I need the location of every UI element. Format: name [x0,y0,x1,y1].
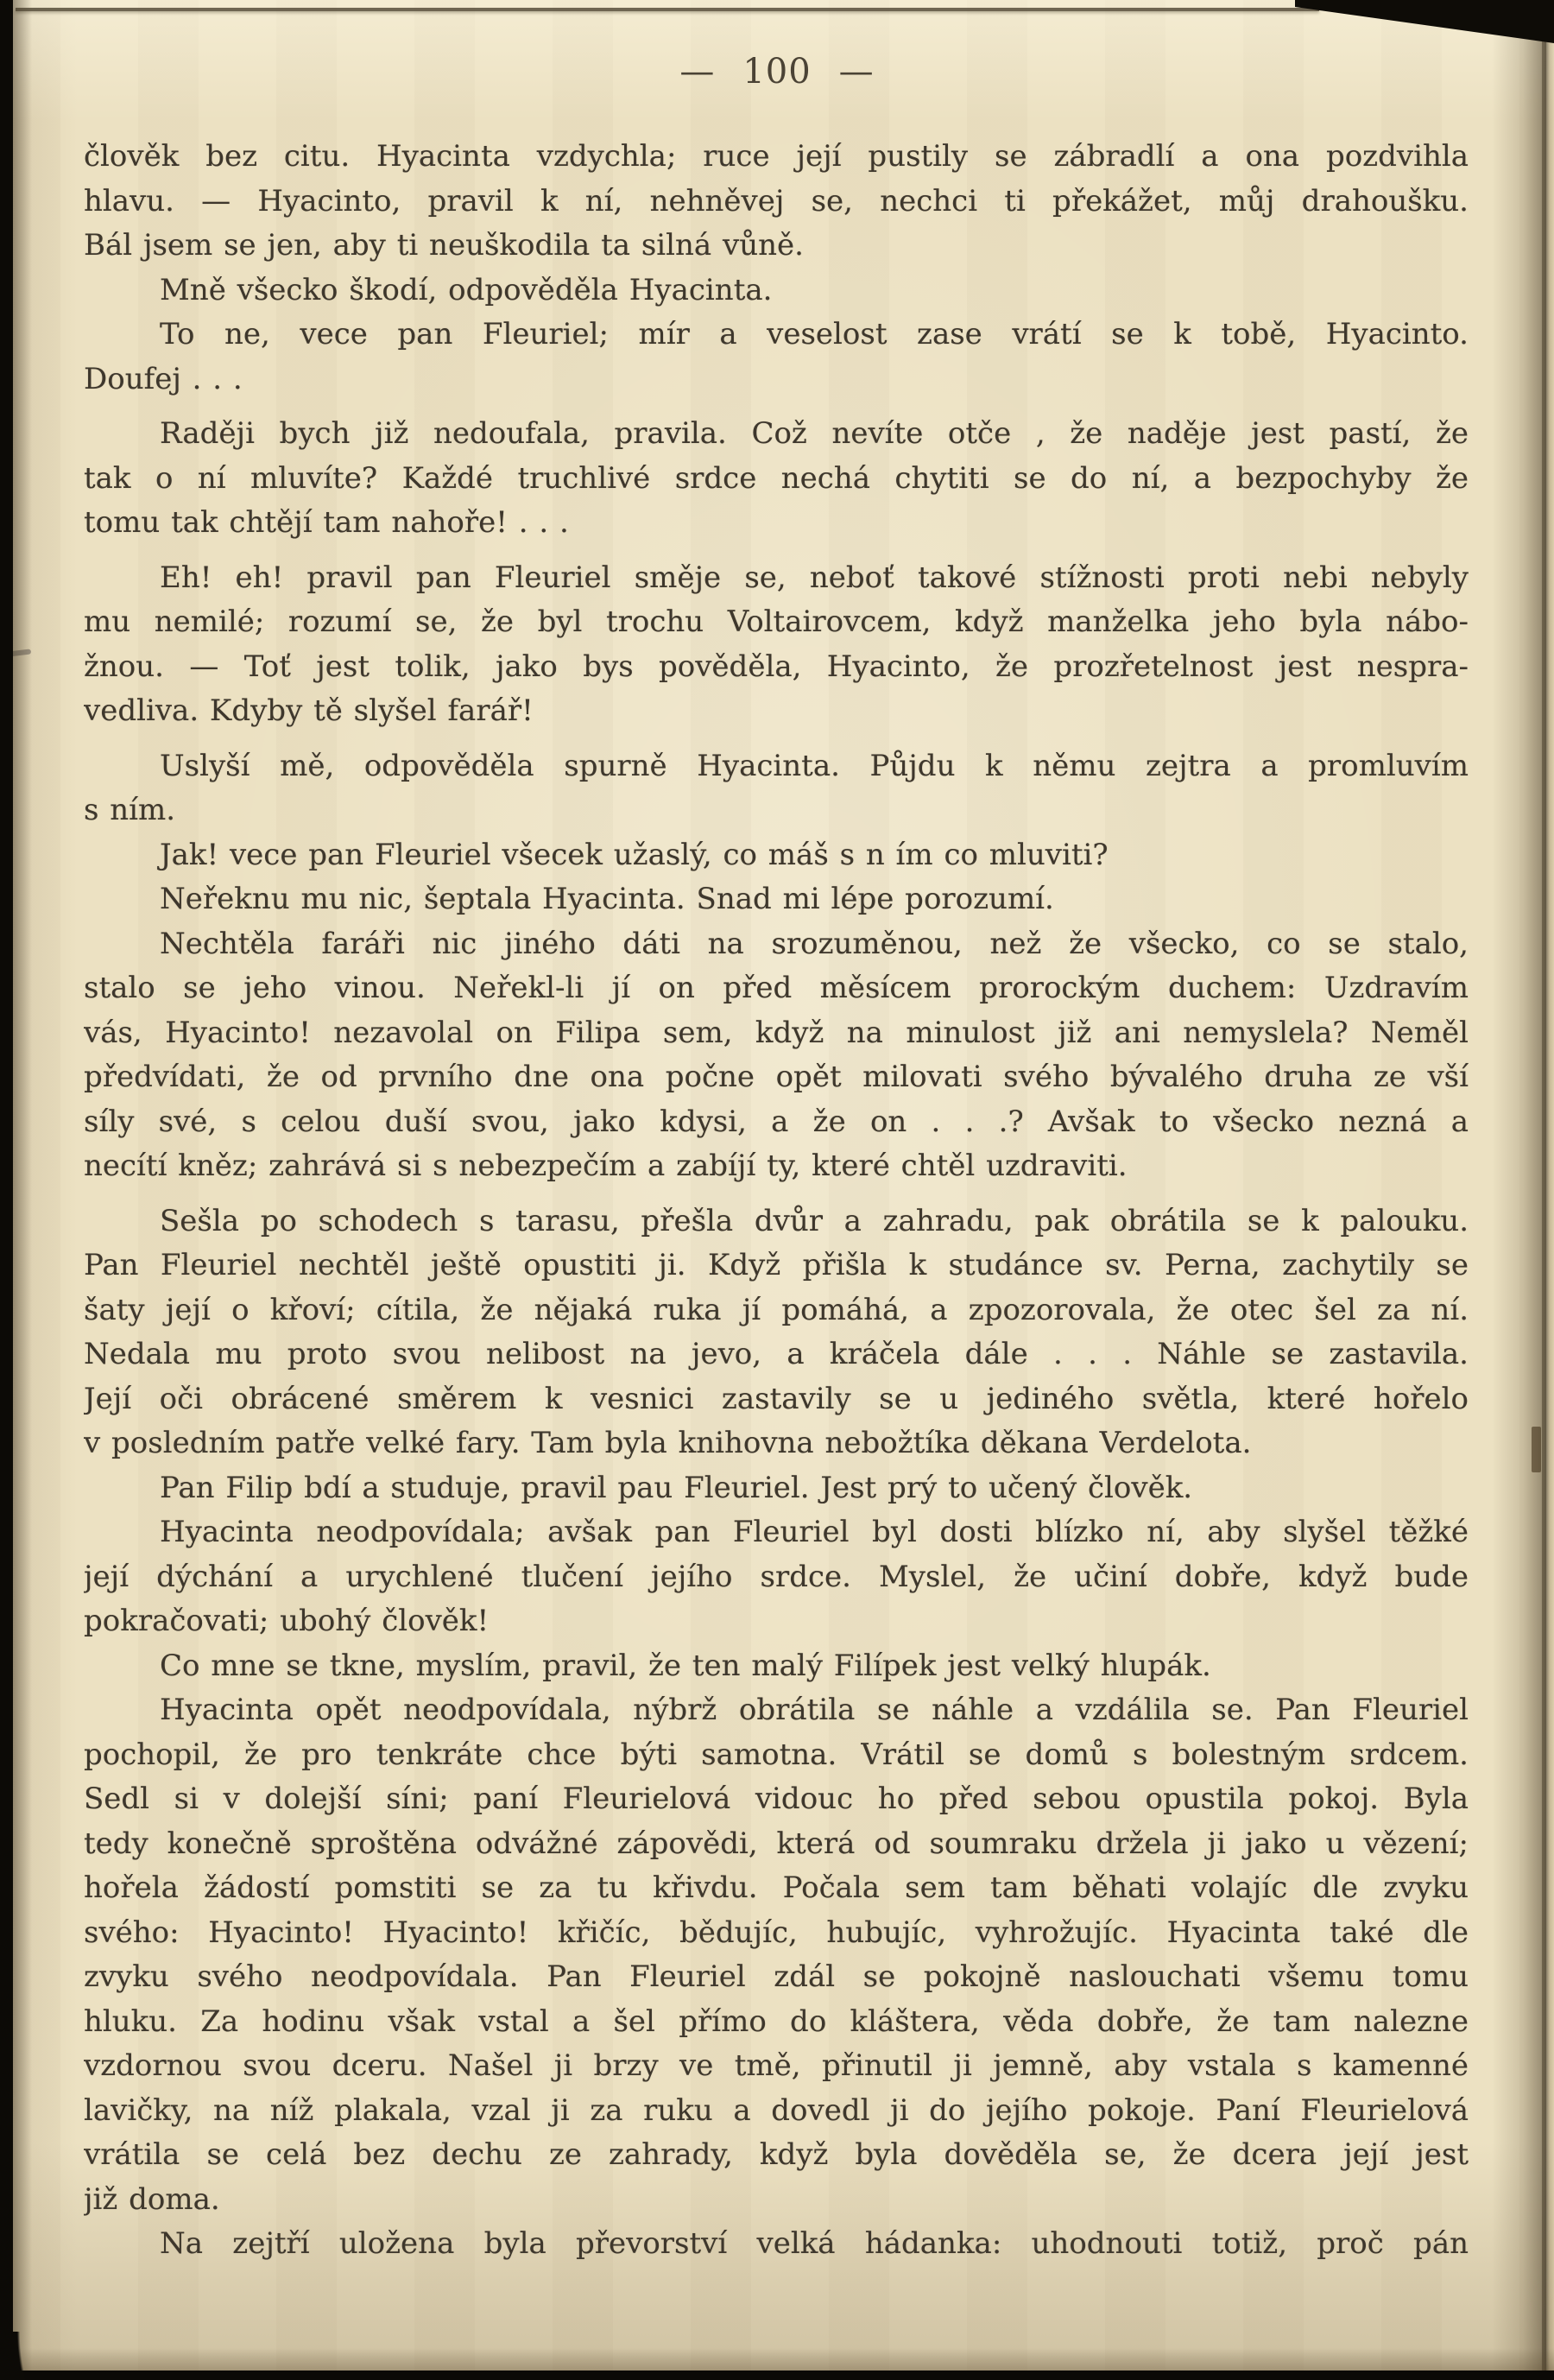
text-line: Její oči obrácené směrem k vesnici zastavily se u jediného světla, které hořelo [84,1381,1469,1416]
text-line: tak o ní mluvíte? Každé truchlivé srdce nechá chytiti se do ní, a bezpochyby že [84,460,1469,496]
text-line: vrátila se celá bez dechu ze zahrady, když byla dověděla se, že dcera její jest [84,2137,1469,2172]
text-line: její dýchání a urychlené tlučení jejího srdce. Myslel, že učiní dobře, když bude [84,1559,1469,1594]
text-line: šaty její o křoví; cítila, že nějaká ruka jí pomáhá, a zpozorovala, že otec šel za ní. [84,1292,1469,1327]
text-line: necítí kněz; zahrává si s nebezpečím a zabíjí ty, které chtěl uzdraviti. [84,1149,1128,1183]
text-line: vzdornou svou dceru. Našel ji brzy ve tmě, přinutil ji jemně, aby vstala s kamenné [84,2048,1469,2083]
text-line: hořela žádostí pomstiti se za tu křivdu. Počala sem tam běhati volajíc dle zvyku [84,1870,1469,1905]
scan-corner-top-right [1295,0,1554,43]
text-line: Hyacinta opět neodpovídala, nýbrž obrátila se náhle a vzdálila se. Pan Fleuriel [160,1693,1469,1727]
text-line: člověk bez citu. Hyacinta vzdychla; ruce její pustily se zábradlí a ona pozdvihla [84,139,1469,174]
text-line: Pan Fleuriel nechtěl ještě opustiti ji. Když přišla k studánce sv. Perna, zachytily se [84,1248,1469,1282]
page-number: 100 [742,52,812,92]
page-text [84,135,1469,2267]
text-line: Bál jsem se jen, aby ti neuškodila ta silná vůně. [84,228,804,263]
scan-edge-top [16,8,1319,11]
text-line: hluku. Za hodinu však vstal a šel přímo do kláštera, věda dobře, že tam nalezne [84,2003,1469,2039]
text-line: Hyacinta neodpovídala; avšak pan Fleuriel byl dosti blízko ní, aby slyšel těžké [160,1515,1469,1549]
text-line: svého: Hyacinto! Hyacinto! křičíc, bědujíc, hubujíc, vyhrožujíc. Hyacinta také dle [84,1915,1469,1950]
text-line: mu nemilé; rozumí se, že byl trochu Voltairovcem, když manželka jeho byla nábo- [84,604,1469,639]
text-line: Na zejtří uložena byla převorství velká hádanka: uhodnouti totiž, proč pán [160,2226,1469,2261]
text-line: Jak! vece pan Fleuriel všecek užaslý, co máš s n ím co mluviti? [160,837,1109,872]
text-line: Sešla po schodech s tarasu, přešla dvůr a zahradu, pak obrátila se k palouku. [160,1203,1469,1238]
text-line: pochopil, že pro tenkráte chce býti samotna. Vrátil se domů s bolestným srdcem. [84,1737,1469,1772]
text-line: pokračovati; ubohý člověk! [84,1604,490,1638]
text-line: Pan Filip bdí a studuje, pravil pau Fleuriel. Jest prý to učený člověk. [160,1470,1193,1505]
text-line: síly své, s celou duší svou, jako kdysi, a že on . . .? Avšak to všecko nezná a [84,1104,1469,1139]
scan-corner-bottom-left [0,2332,224,2380]
text-line: Uslyší mě, odpověděla spurně Hyacinta. Půjdu k němu zejtra a promluvím [160,748,1469,783]
text-line: tedy konečně sproštěna odvážné zápovědi, která od soumraku držela ji jako u vězení; [84,1826,1469,1861]
text-line: Co mne se tkne, myslím, pravil, že ten malý Filípek jest velký hlupák. [160,1648,1211,1683]
text-line: vedliva. Kdyby tě slyšel farář! [84,693,534,728]
text-line: zvyku svého neodpovídala. Pan Fleuriel zdál se pokojně naslouchati všemu tomu [84,1959,1469,1994]
page-header [0,52,1554,92]
text-line: Nedala mu proto svou nelibost na jevo, a kráčela dále . . . Náhle se zastavila. [84,1337,1469,1371]
header-dash-left: — [679,52,716,92]
text-line: tomu tak chtějí tam nahoře! . . . [84,505,569,540]
text-line: hlavu. — Hyacinto, pravil k ní, nehněvej se, nechci ti překážet, můj drahoušku. [84,183,1469,218]
text-line: Mně všecko škodí, odpověděla Hyacinta. [160,272,773,307]
text-line: předvídati, že od prvního dne ona počne opět milovati svého bývalého druha ze vší [84,1060,1469,1094]
text-line: Sedl si v dolejší síni; paní Fleurielová vidouc ho před sebou opustila pokoj. Byla [84,1782,1469,1816]
text-line: již doma. [84,2181,220,2217]
text-line: s ním. [84,793,176,827]
text-line: žnou. — Toť jest tolik, jako bys pověděla, Hyacinto, že prozřetelnost jest nespra- [84,649,1469,684]
text-line: stalo se jeho vinou. Neřekl-li jí on před měsícem prorockým duchem: Uzdravím [84,971,1469,1005]
scan-edge-left [0,0,13,2380]
text-line: Eh! eh! pravil pan Fleuriel směje se, neboť takové stížnosti proti nebi nebyly [160,560,1469,595]
text-line: vás, Hyacinto! nezavolal on Filipa sem, když na minulost již ani nemyslela? Neměl [84,1015,1469,1050]
text-line: Raději bych již nedoufala, pravila. Což nevíte otče , že naděje jest pastí, že [160,416,1469,451]
text-line: To ne, vece pan Fleuriel; mír a veselost zase vrátí se k tobě, Hyacinto. [160,317,1469,351]
scan-edge-bottom [0,2371,1554,2380]
text-line: lavičky, na níž plakala, vzal ji za ruku a dovedl ji do jejího pokoje. Paní Fleurielová [84,2092,1469,2128]
text-line: v posledním patře velké fary. Tam byla knihovna nebožtíka děkana Verdelota. [84,1426,1252,1460]
text-line: Nechtěla faráři nic jiného dáti na srozuměnou, než že všecko, co se stalo, [160,926,1469,961]
scan-edge-bottom-shadow [0,2348,1554,2371]
scan-edge-left-shadow [13,0,32,2380]
header-dash-right: — [838,52,875,92]
page-curl-line-right [1542,0,1546,2380]
text-line: Doufej . . . [84,361,243,396]
text-line: Neřeknu mu nic, šeptala Hyacinta. Snad mi lépe porozumí. [160,882,1054,916]
